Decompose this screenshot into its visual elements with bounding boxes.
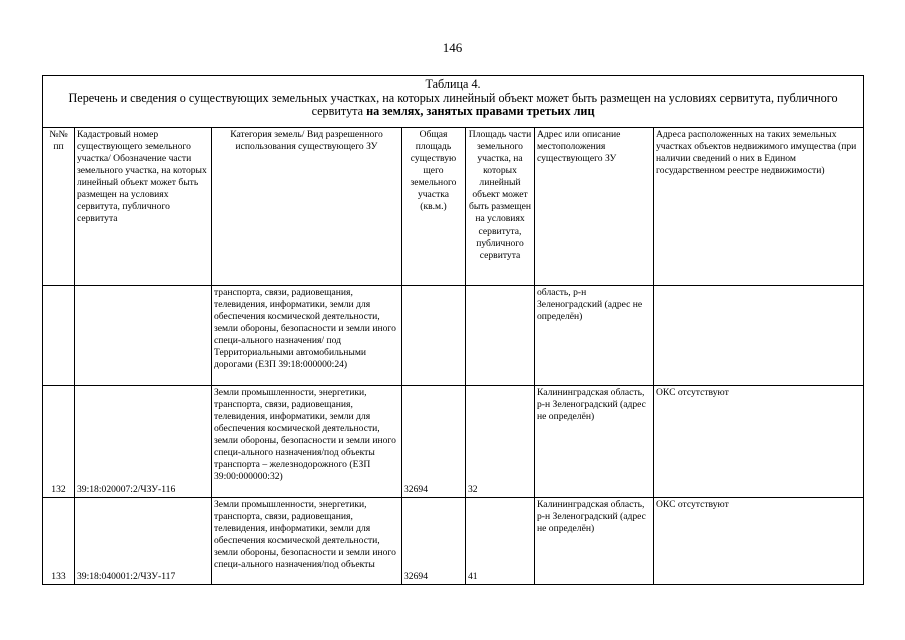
header-part-area: Площадь части земельного участка, на которых линейный объект может быть размещен на условиях сервитута, публичного сервитута [466, 127, 535, 285]
header-row [43, 127, 864, 285]
row-category: транспорта, связи, радиовещания, телевидения, информатики, земли для обеспечения космической деятельности, земли обороны, безопасности и земли иного специ-ального назначения/ под Территориальными автомобильными дорогами (ЕЗП 39:18:000000:24) [212, 285, 402, 385]
row-cadastral: 39:18:040001:2/ЧЗУ-117 [75, 497, 212, 584]
row-oks: ОКС отсутствуют [654, 385, 864, 497]
page-number: 146 [442, 40, 463, 55]
row-total-area: 32694 [402, 385, 466, 497]
row-part-area: 41 [466, 497, 535, 584]
row-part-area [466, 285, 535, 385]
row-total-area [402, 285, 466, 385]
row-cadastral: 39:18:020007:2/ЧЗУ-116 [75, 385, 212, 497]
row-num [43, 285, 75, 385]
header-category: Категория земель/ Вид разрешенного использования существующего ЗУ [212, 127, 402, 285]
row-num: 133 [43, 497, 75, 584]
table-label: Таблица 4. [425, 77, 481, 91]
table-row [43, 385, 864, 497]
header-address: Адрес или описание местоположения существующего ЗУ [535, 127, 654, 285]
row-address: Калининградская область, р-н Зеленоградский (адрес не определён) [535, 385, 654, 497]
table-caption-bold: на землях, занятых правами третьих лиц [366, 104, 595, 119]
row-category: Земли промышленности, энергетики, транспорта, связи, радиовещания, телевидения, информатики, земли для обеспечения космической деятельности, земли обороны, безопасности и земли иного специ-ального назначения/под объекты [212, 497, 402, 584]
header-total-area: Общая площадь существую щего земельного участка (кв.м.) [402, 127, 466, 285]
header-oks: Адреса расположенных на таких земельных участках объектов недвижимого имущества (при наличии сведений о них в Едином государственном реестре недвижимости) [654, 127, 864, 285]
land-plots-table [42, 75, 864, 585]
row-cadastral [75, 285, 212, 385]
table-row [43, 497, 864, 584]
table-caption: Перечень и сведения о существующих земельных участках, на которых линейный объект может быть размещен на условиях сервитута, публичного сервитута [68, 90, 838, 119]
row-num: 132 [43, 385, 75, 497]
row-part-area: 32 [466, 385, 535, 497]
row-address: Калининградская область, р-н Зеленоградский (адрес не определён) [535, 497, 654, 584]
row-total-area: 32694 [402, 497, 466, 584]
table-title-row [43, 76, 864, 128]
table-row [43, 285, 864, 385]
row-oks: ОКС отсутствуют [654, 497, 864, 584]
header-num: №№ пп [43, 127, 75, 285]
row-oks [654, 285, 864, 385]
table-title [43, 76, 864, 128]
header-cadastral: Кадастровый номер существующего земельного участка/ Обозначение части земельного участка, на которых линейный объект может быть размещен на условиях сервитута, публичного сервитута [75, 127, 212, 285]
row-category: Земли промышленности, энергетики, транспорта, связи, радиовещания, телевидения, информатики, земли для обеспечения космической деятельности, земли обороны, безопасности и земли иного специ-ального назначения/под объекты транспорта – железнодорожного (ЕЗП 39:00:000000:32) [212, 385, 402, 497]
row-address: область, р-н Зеленоградский (адрес не определён) [535, 285, 654, 385]
